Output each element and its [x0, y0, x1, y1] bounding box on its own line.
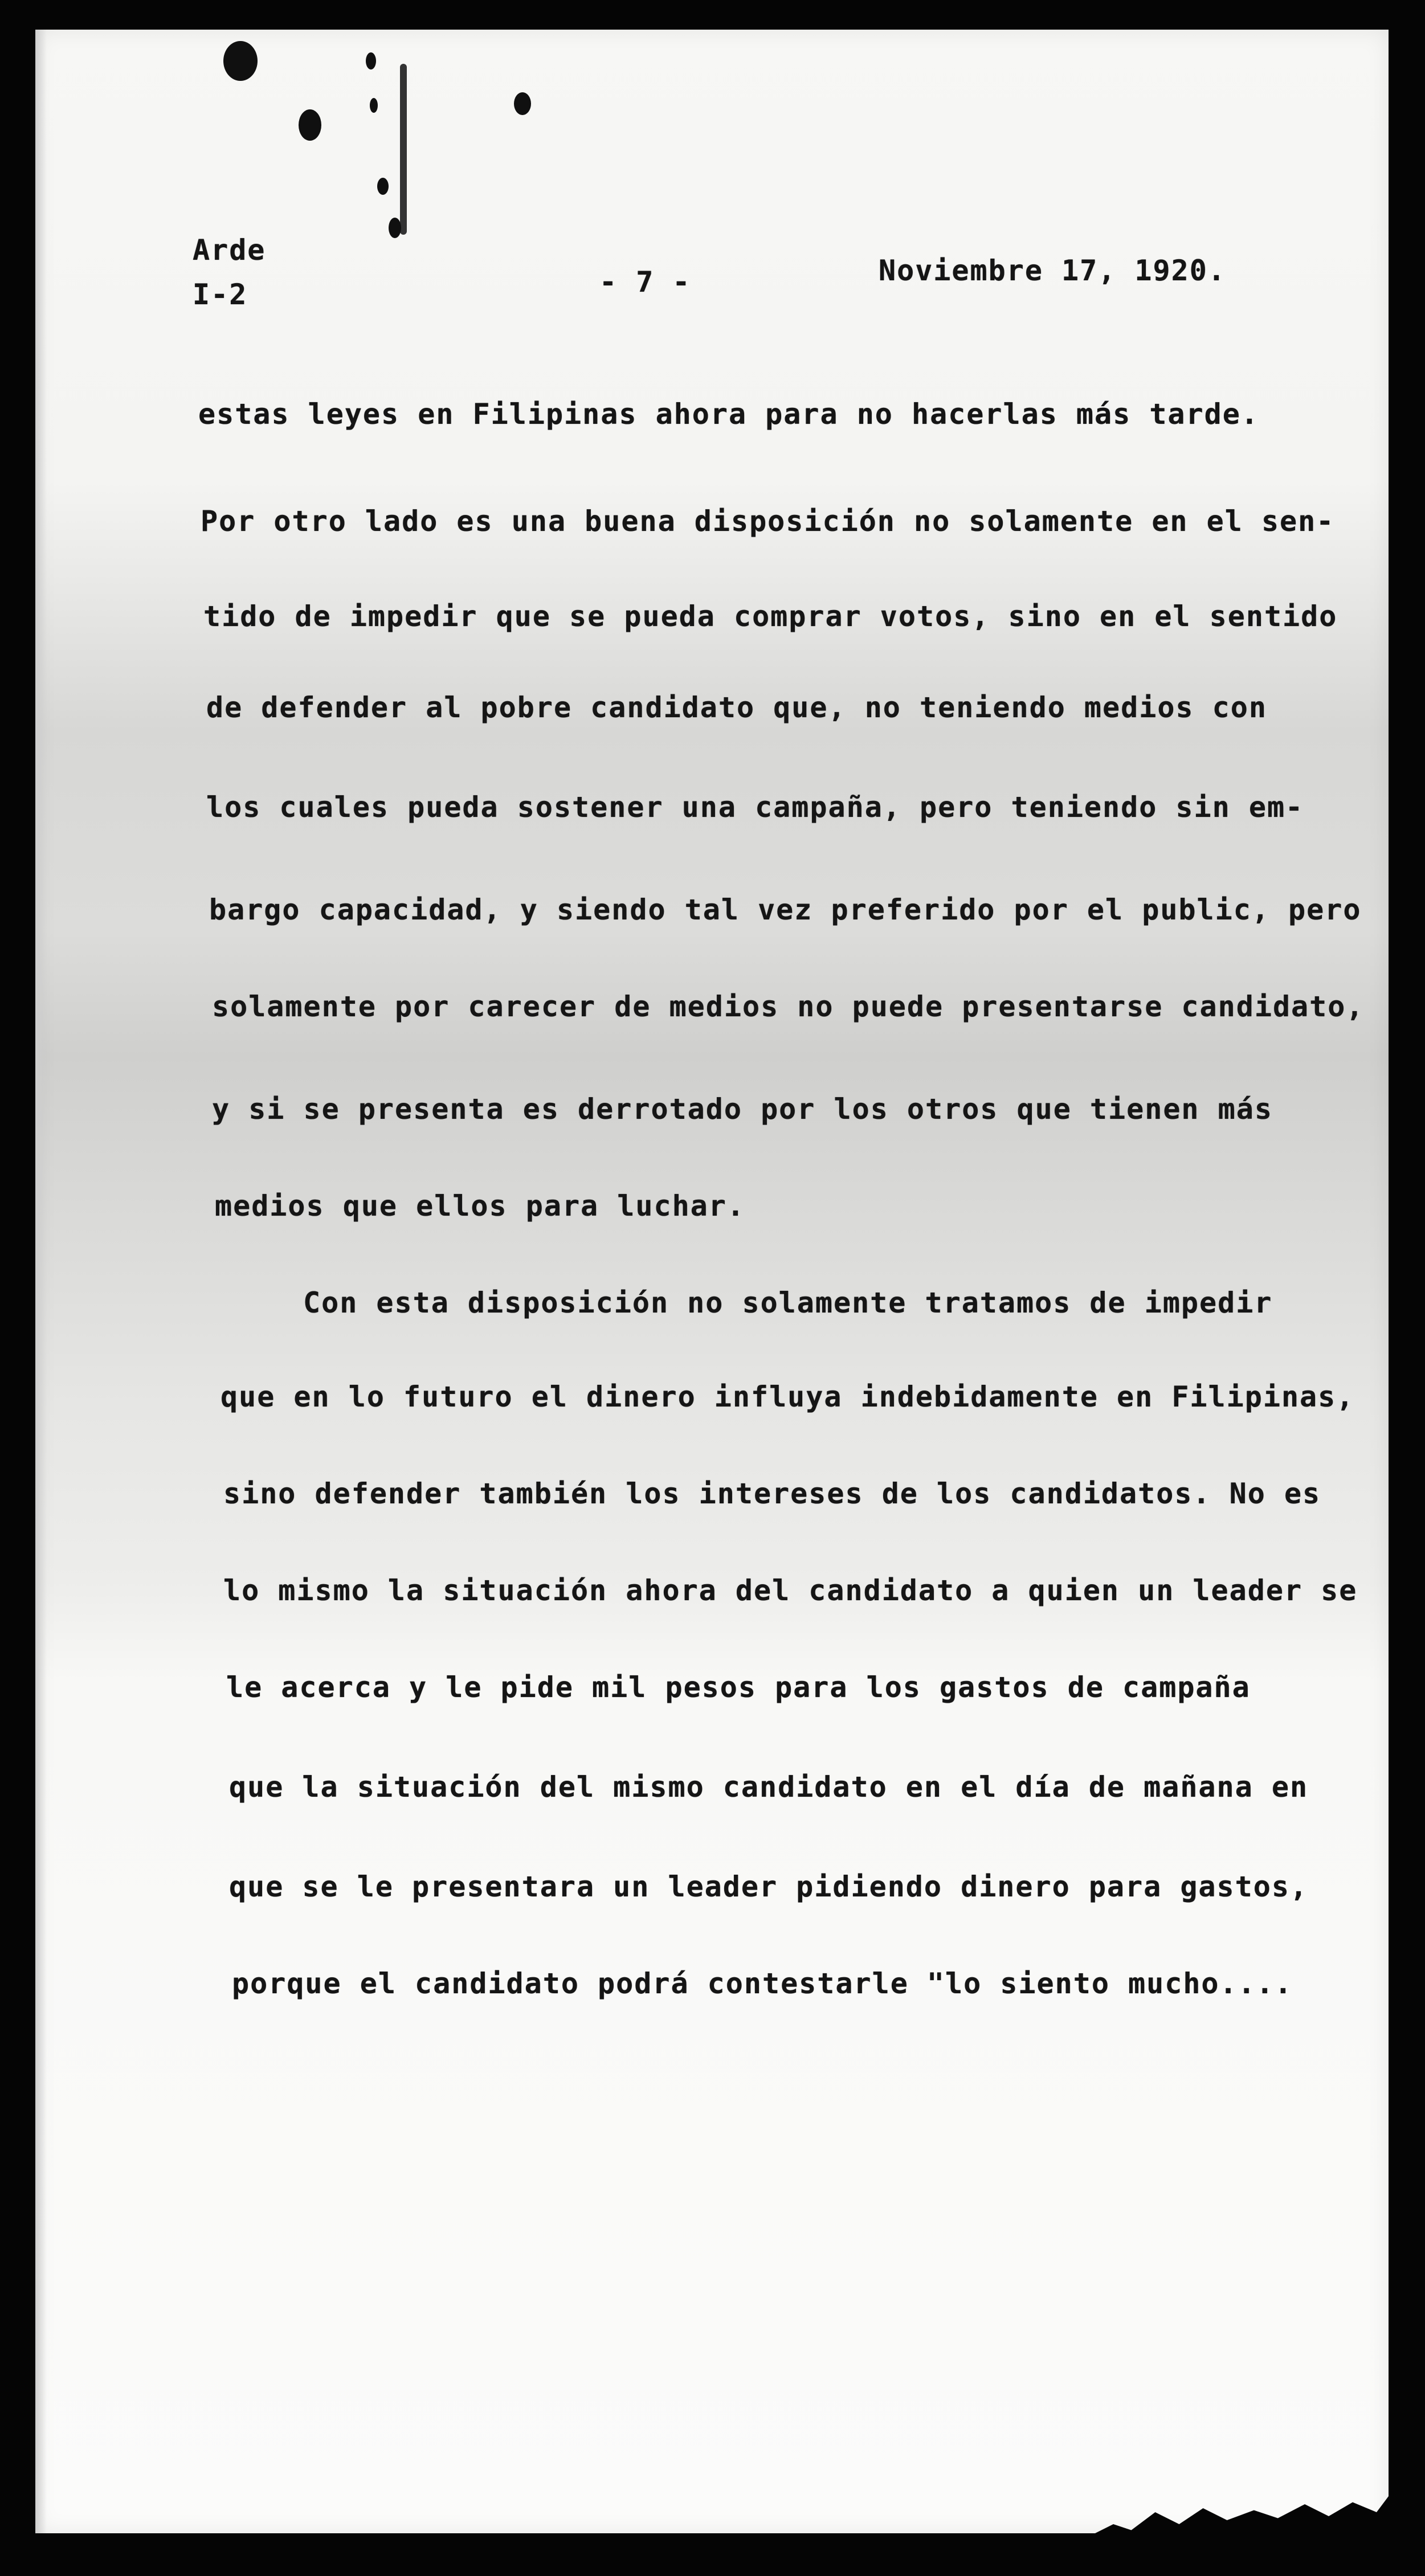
body-line: solamente por carecer de medios no puede presentarse candidato, [212, 990, 1365, 1023]
body-line: de defender al pobre candidato que, no teniendo medios con [206, 691, 1267, 724]
ink-blot [223, 41, 258, 81]
ink-blot [400, 64, 407, 235]
ink-blot [377, 178, 389, 195]
ink-blot [370, 98, 378, 113]
ink-blot [299, 109, 321, 141]
ink-blot [366, 52, 376, 69]
body-line: Por otro lado es una buena disposición no solamente en el sen- [201, 505, 1335, 538]
body-line: los cuales pueda sostener una campaña, pero teniendo sin em- [206, 791, 1304, 824]
body-line: que la situación del mismo candidato en el día de mañana en [229, 1771, 1309, 1804]
body-line: que en lo futuro el dinero influya indebidamente en Filipinas, [221, 1380, 1355, 1413]
reference-code-line-1: Arde [193, 234, 266, 267]
document-date: Noviembre 17, 1920. [879, 254, 1226, 287]
reference-code-line-2: I-2 [193, 278, 248, 311]
body-line: medios que ellos para luchar. [215, 1189, 745, 1222]
body-line: porque el candidato podrá contestarle "lo siento mucho.... [232, 1967, 1293, 2000]
ink-blot [389, 218, 401, 238]
body-line: tido de impedir que se pueda comprar votos, sino en el sentido [203, 600, 1338, 633]
page-number: - 7 - [599, 265, 691, 299]
body-line: Con esta disposición no solamente tratamos de impedir [303, 1286, 1273, 1319]
body-line: estas leyes en Filipinas ahora para no hacerlas más tarde. [198, 398, 1259, 431]
body-line: que se le presentara un leader pidiendo dinero para gastos, [229, 1870, 1309, 1903]
paper-edge [35, 30, 47, 2533]
body-line: lo mismo la situación ahora del candidato a quien un leader se [223, 1574, 1358, 1607]
torn-edge [1089, 2496, 1389, 2536]
ink-blot [514, 92, 531, 115]
body-line: sino defender también los intereses de los candidatos. No es [223, 1477, 1321, 1510]
body-line: le acerca y le pide mil pesos para los gastos de campaña [226, 1671, 1251, 1704]
body-line: y si se presenta es derrotado por los otros que tienen más [212, 1093, 1273, 1126]
body-line: bargo capacidad, y siendo tal vez preferido por el public, pero [209, 893, 1362, 926]
document-page [35, 30, 1389, 2533]
